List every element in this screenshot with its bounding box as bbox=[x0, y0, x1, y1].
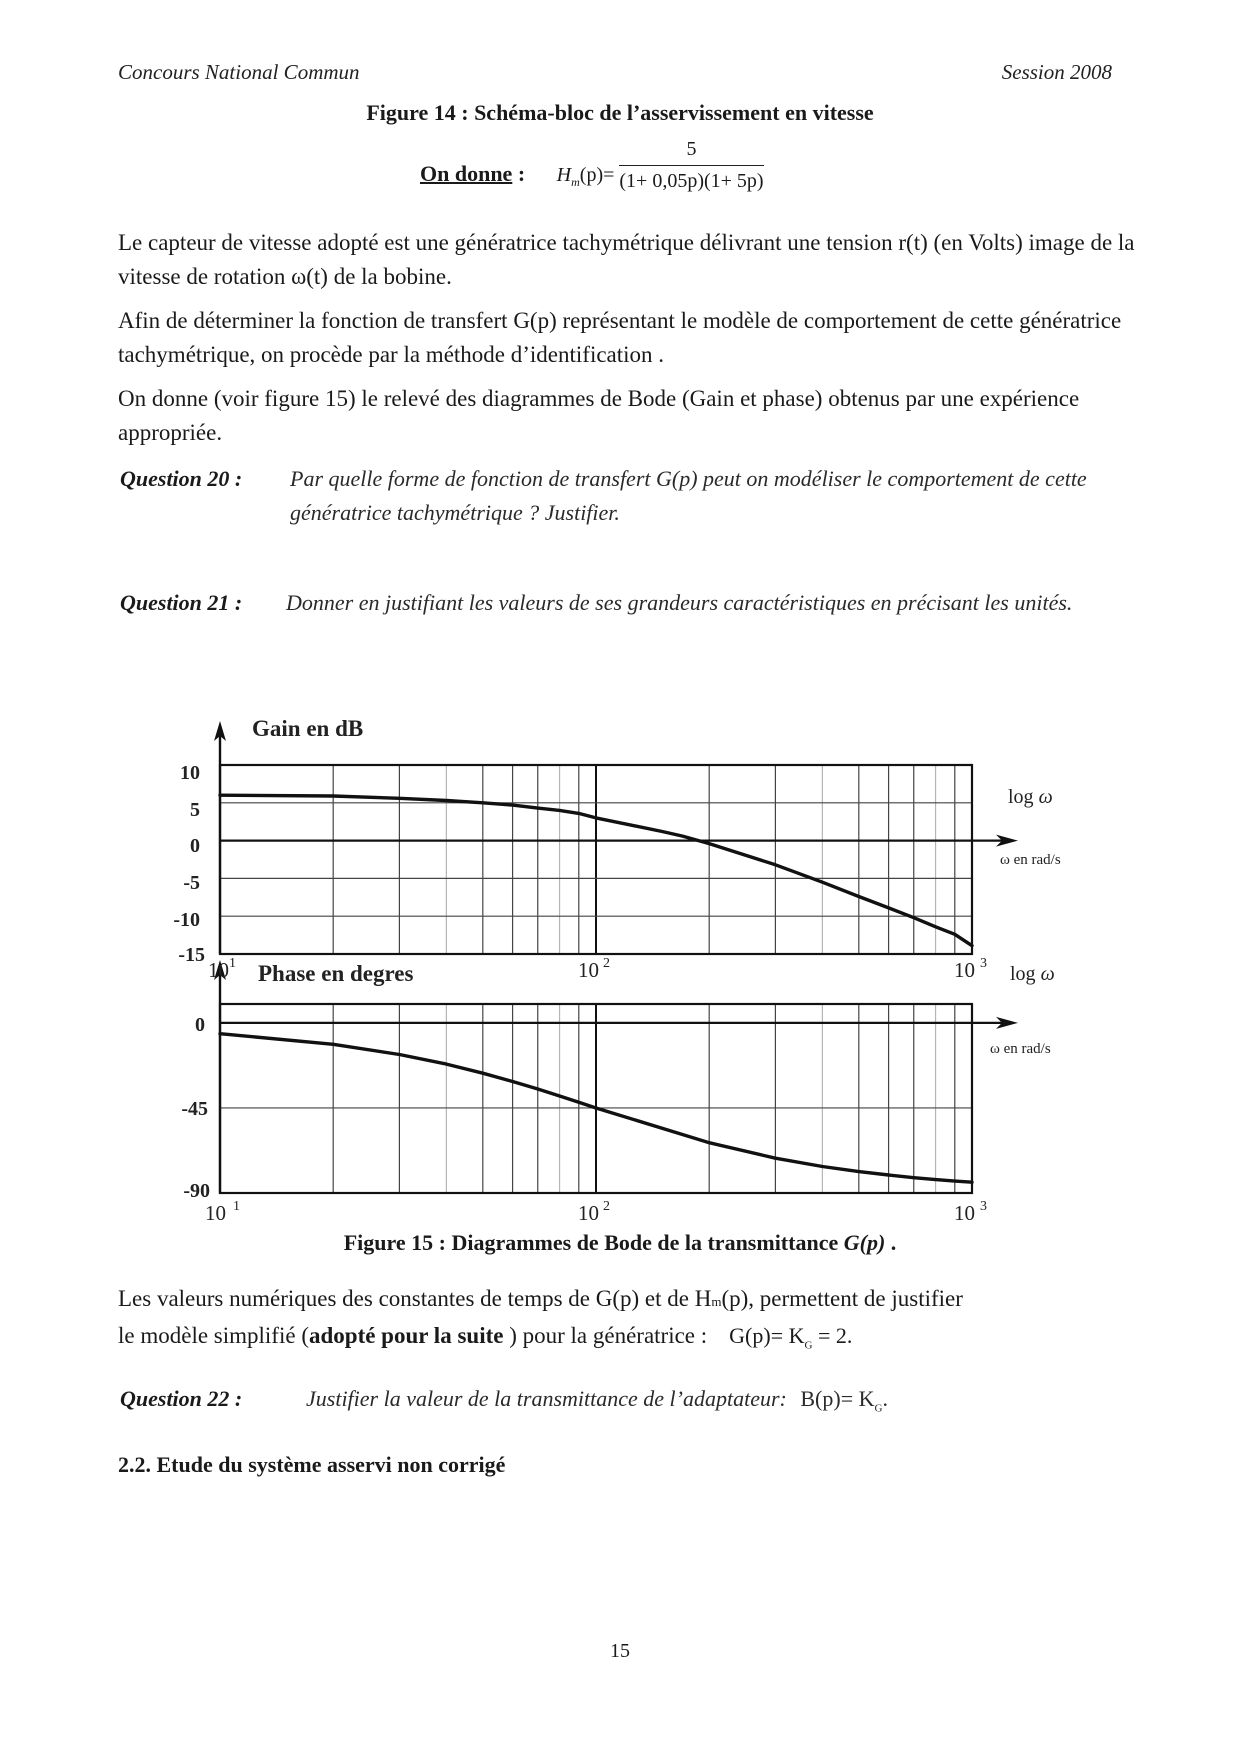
g-formula-end: = 2. bbox=[812, 1323, 853, 1348]
svg-text:10: 10 bbox=[578, 1201, 599, 1225]
phase-plot-title: Phase en degres bbox=[258, 961, 414, 986]
svg-text:3: 3 bbox=[980, 1199, 987, 1214]
model-line1-text: Les valeurs numériques des constantes de temps de G(p) et de H bbox=[118, 1286, 712, 1311]
b-formula-text: B(p)= K bbox=[800, 1386, 875, 1411]
svg-text:1: 1 bbox=[233, 1199, 240, 1214]
phase-xlabel: log ω bbox=[1010, 963, 1055, 985]
phase-plot bbox=[214, 960, 1018, 1193]
svg-text:-15: -15 bbox=[178, 944, 205, 966]
question-20-label: Question 20 : bbox=[120, 466, 243, 491]
paragraph-identification: Afin de déterminer la fonction de transfert G(p) représentant le modèle de comportement de cette génératrice tachymétrique, on procède par la méthode d’identification . bbox=[118, 308, 1122, 367]
model-line2-start: le modèle simplifié ( bbox=[118, 1323, 309, 1348]
question-20-text: Par quelle forme de fonction de transfert G(p) peut on modéliser le comportement de cette génératrice tachymétrique ? Justifier. bbox=[290, 466, 1087, 525]
svg-text:10: 10 bbox=[205, 1201, 226, 1225]
header-left: Concours National Commun bbox=[118, 60, 360, 84]
question-22-body: Justifier la valeur de la transmittance de l’adaptateur: bbox=[306, 1386, 787, 1411]
model-line2-end: ) pour la génératrice : bbox=[503, 1323, 708, 1348]
model-line-2 bbox=[118, 1319, 1148, 1362]
svg-text:5: 5 bbox=[190, 799, 200, 821]
gain-plot bbox=[214, 721, 1018, 954]
svg-text:10: 10 bbox=[578, 958, 599, 982]
b-formula-end: . bbox=[882, 1386, 888, 1411]
g-formula-text: G(p)= K bbox=[729, 1323, 805, 1348]
g-formula bbox=[729, 1323, 853, 1352]
model-line2-bold: adopté pour la suite bbox=[308, 1323, 504, 1348]
phase-yticks bbox=[181, 1014, 210, 1202]
paragraph-sensor: Le capteur de vitesse adopté est une génératrice tachymétrique délivrant une tension r(t) (en Volts) image de la vitesse de rotation ω(t) de la bobine. bbox=[118, 230, 1135, 289]
model-line-1 bbox=[118, 1282, 1148, 1319]
phase-x-unit: ω en rad/s bbox=[990, 1041, 1051, 1057]
svg-text:2: 2 bbox=[603, 956, 610, 971]
gain-plot-title: Gain en dB bbox=[252, 716, 364, 741]
model-line1-end: (p), permettent de justifier bbox=[721, 1286, 963, 1311]
g-formula-sub: G bbox=[804, 1339, 813, 1352]
hm-arg: (p)= bbox=[579, 164, 615, 187]
given-label: On donne bbox=[420, 161, 513, 187]
b-formula bbox=[800, 1386, 888, 1415]
b-formula-sub: G bbox=[874, 1402, 883, 1415]
svg-text:3: 3 bbox=[980, 956, 987, 971]
gain-xlabel: log ω bbox=[1008, 786, 1053, 808]
caption-text: Figure 15 : Diagrammes de Bode de la transmittance bbox=[343, 1230, 844, 1255]
figure-15-caption bbox=[0, 1230, 1240, 1256]
hm-subscript: m bbox=[571, 175, 580, 190]
svg-text:-10: -10 bbox=[173, 909, 200, 931]
question-21-label: Question 21 : bbox=[120, 590, 243, 615]
section-heading: 2.2. Etude du système asservi non corrigé bbox=[118, 1452, 506, 1477]
svg-text:10: 10 bbox=[208, 958, 229, 982]
svg-text:2: 2 bbox=[603, 1199, 610, 1214]
hm-sub: m bbox=[711, 1294, 722, 1309]
paragraph-model bbox=[118, 1282, 1148, 1362]
svg-text:10: 10 bbox=[954, 1201, 975, 1225]
question-22-text bbox=[306, 1382, 1006, 1425]
question-21-text: Donner en justifiant les valeurs de ses grandeurs caractéristiques en précisant les unités. bbox=[286, 590, 1073, 615]
caption-end: . bbox=[885, 1230, 897, 1255]
page-number: 15 bbox=[610, 1640, 630, 1662]
svg-text:0: 0 bbox=[190, 835, 200, 857]
svg-text:0: 0 bbox=[195, 1014, 205, 1036]
header-right: Session 2008 bbox=[1001, 60, 1112, 84]
svg-text:-45: -45 bbox=[181, 1098, 208, 1120]
paragraph-bode: On donne (voir figure 15) le relevé des diagrammes de Bode (Gain et phase) obtenus par une expérience appropriée. bbox=[118, 386, 1080, 445]
svg-text:10: 10 bbox=[180, 762, 200, 784]
hm-symbol: H bbox=[556, 164, 572, 187]
given-colon: : bbox=[512, 161, 526, 187]
gain-x-unit: ω en rad/s bbox=[1000, 852, 1061, 868]
svg-text:1: 1 bbox=[229, 956, 236, 971]
phase-xticks bbox=[205, 1199, 987, 1225]
svg-text:-5: -5 bbox=[183, 872, 200, 894]
hm-denominator: (1+ 0,05p)(1+ 5p) bbox=[619, 170, 764, 192]
caption-italic: G(p) bbox=[843, 1230, 886, 1255]
figure-14-title: Figure 14 : Schéma-bloc de l’asservissement en vitesse bbox=[366, 100, 874, 125]
svg-text:-90: -90 bbox=[183, 1180, 210, 1202]
svg-text:10: 10 bbox=[954, 958, 975, 982]
hm-numerator: 5 bbox=[619, 138, 763, 166]
gain-yticks bbox=[173, 762, 205, 966]
question-22-label: Question 22 : bbox=[120, 1386, 243, 1411]
